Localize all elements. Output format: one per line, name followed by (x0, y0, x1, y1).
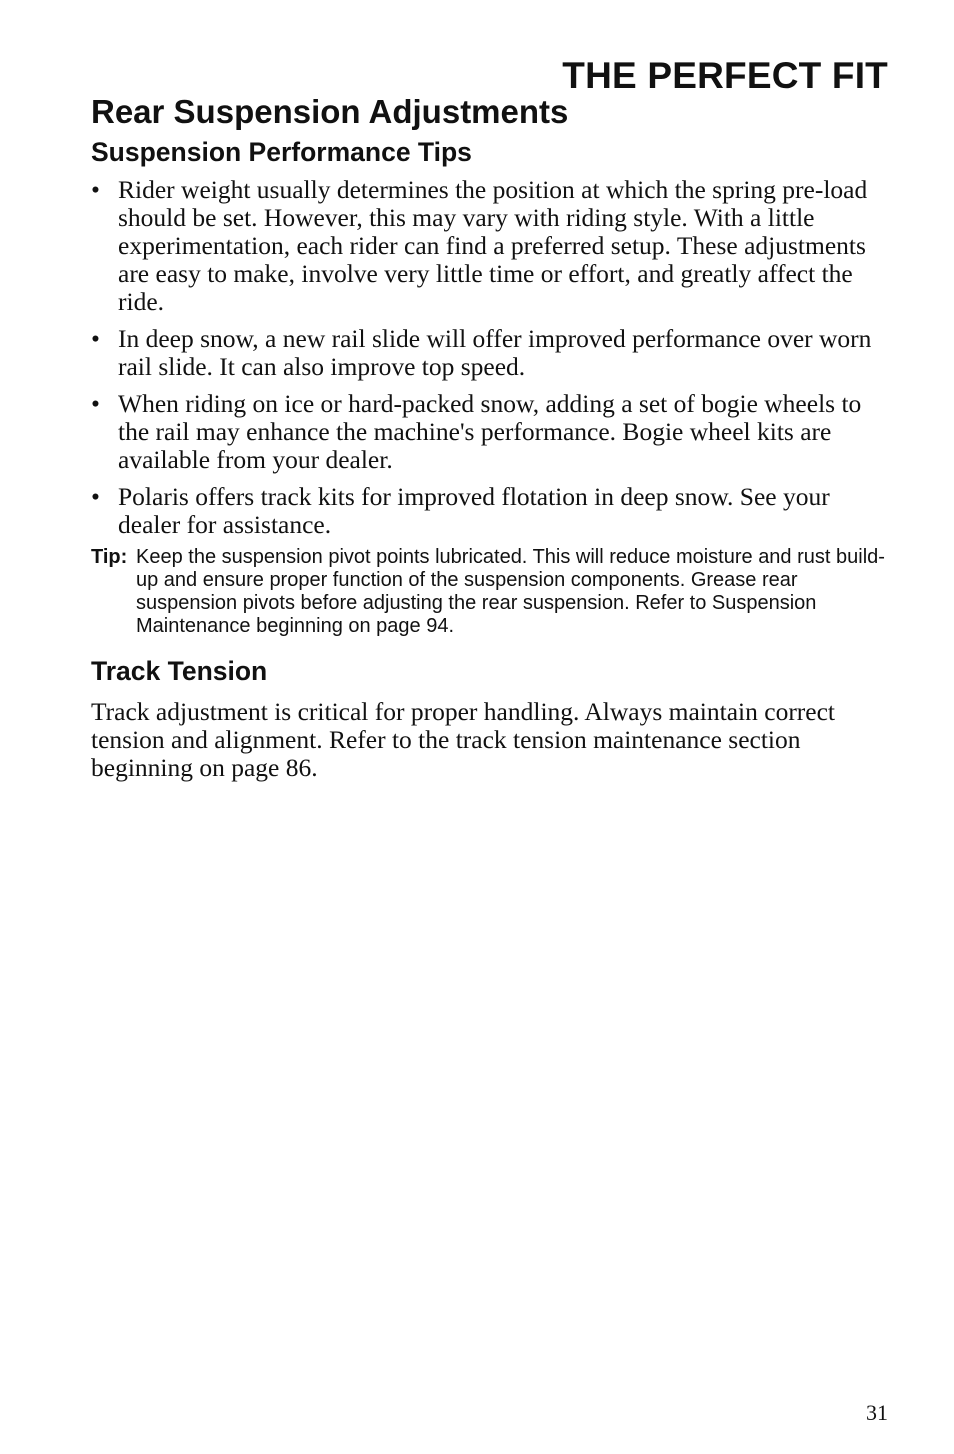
track-tension-paragraph: Track adjustment is critical for proper handling. Always maintain correct tension and alignment. Refer to the track tension maintenance section beginning on page 86. (91, 697, 836, 782)
performance-tips-list (91, 176, 891, 548)
tip-label: Tip: (91, 546, 128, 568)
track-tension-heading: Track Tension (91, 656, 268, 686)
list-item (91, 176, 891, 316)
bullet-icon: • (91, 324, 100, 353)
list-item (91, 325, 891, 381)
tip-note (91, 546, 891, 638)
list-item (91, 390, 891, 474)
performance-tips-heading: Suspension Performance Tips (91, 137, 472, 167)
tip-text: Keep the suspension pivot points lubricated. This will reduce moisture and rust build-up and ensure proper function of the suspension components. Grease rear suspension pivots before adjusting the rear suspension. Refer to Suspension Maintenance beginning on page 94. (136, 546, 885, 637)
section-title: Rear Suspension Adjustments (91, 93, 569, 130)
bullet-icon: • (91, 175, 100, 204)
list-item-text: Rider weight usually determines the position at which the spring pre-load should be set. However, this may vary with riding style. With a little experimentation, each rider can find a preferred setup. These adjustments are easy to make, involve very little time or effort, and greatly affect the ride. (118, 175, 868, 316)
list-item (91, 483, 891, 539)
list-item-text: Polaris offers track kits for improved flotation in deep snow. See your dealer for assistance. (118, 482, 830, 539)
list-item-text: When riding on ice or hard-packed snow, adding a set of bogie wheels to the rail may enhance the machine's performance. Bogie wheel kits are available from your dealer. (118, 389, 862, 474)
bullet-icon: • (91, 389, 100, 418)
chapter-title: THE PERFECT FIT (562, 55, 888, 96)
bullet-icon: • (91, 482, 100, 511)
list-item-text: In deep snow, a new rail slide will offer improved performance over worn rail slide. It can also improve top speed. (118, 324, 872, 381)
page-number: 31 (866, 1400, 888, 1425)
